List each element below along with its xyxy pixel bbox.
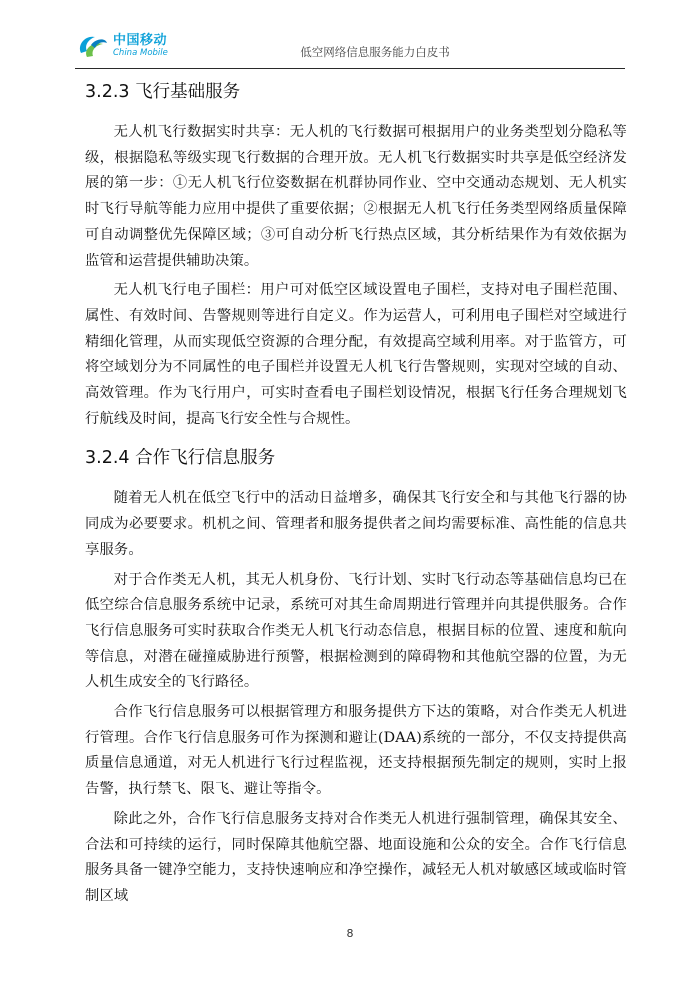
page-header — [75, 30, 625, 69]
paragraph: 无人机飞行数据实时共享：无人机的飞行数据可根据用户的业务类型划分隐私等级，根据隐私等级实现飞行数据的合理开放。无人机飞行数据实时共享是低空经济发展的第一步：①无人机飞行位姿数据在机群协同作业、空中交通动态规划、无人机实时飞行导航等能力应用中提供了重要依据；②根据无人机飞行任务类型网络质量保障可自动调整优先保障区域；③可自动分析飞行热点区域，其分析结果作为有效依据为监管和运营提供辅助决策。 — [85, 124, 627, 269]
logo-chinese-text: 中国移动 — [113, 33, 168, 49]
page-number: 8 — [346, 927, 354, 940]
section-heading-3-2-3: 3.2.3 飞行基础服务 — [85, 82, 241, 102]
paragraph: 无人机飞行电子围栏：用户可对低空区域设置电子围栏，支持对电子围栏范围、属性、有效时间、告警规则等进行自定义。作为运营人，可利用电子围栏对空域进行精细化管理，从而实现低空资源的合理分配，有效提高空域利用率。对于监管方，可将空域划分为不同属性的电子围栏并设置无人机飞行告警规则，实现对空域的自动、高效管理。作为飞行用户，可实时查看电子围栏划设情况，根据飞行任务合理规划飞行航线及时间，提高飞行安全性与合规性。 — [85, 282, 627, 427]
page-content — [85, 70, 627, 914]
paragraph: 随着无人机在低空飞行中的活动日益增多，确保其飞行安全和与其他飞行器的协同成为必要要求。机机之间、管理者和服务提供者之间均需要标准、高性能的信息共享服务。 — [85, 490, 627, 558]
document-title: 低空网络信息服务能力白皮书 — [300, 45, 450, 59]
paragraph: 合作飞行信息服务可以根据管理方和服务提供方下达的策略，对合作类无人机进行管理。合作飞行信息服务可作为探测和避让(DAA)系统的一部分，不仅支持提供高质量信息通道，对无人机进行飞行过程监视，还支持根据预先制定的规则，实时上报告警，执行禁飞、限飞、避让等指令。 — [85, 704, 627, 798]
section-heading-3-2-4: 3.2.4 合作飞行信息服务 — [85, 448, 276, 469]
paragraph: 除此之外，合作飞行信息服务支持对合作类无人机进行强制管理，确保其安全、合法和可持续的运行，同时保障其他航空器、地面设施和公众的安全。合作飞行信息服务具备一键净空能力，支持快速响应和净空操作，减轻无人机对敏感区域或临时管制区域 — [85, 810, 627, 904]
logo-english-text: China Mobile — [113, 48, 168, 59]
paragraph: 对于合作类无人机，其无人机身份、飞行计划、实时飞行动态等基础信息均已在低空综合信息服务系统中记录，系统可对其生命周期进行管理并向其提供服务。合作飞行信息服务可实时获取合作类无人机飞行动态信息，根据目标的位置、速度和航向等信息，对潜在碰撞威胁进行预警，根据检测到的障碍物和其他航空器的位置，为无人机生成安全的飞行路径。 — [85, 571, 627, 691]
